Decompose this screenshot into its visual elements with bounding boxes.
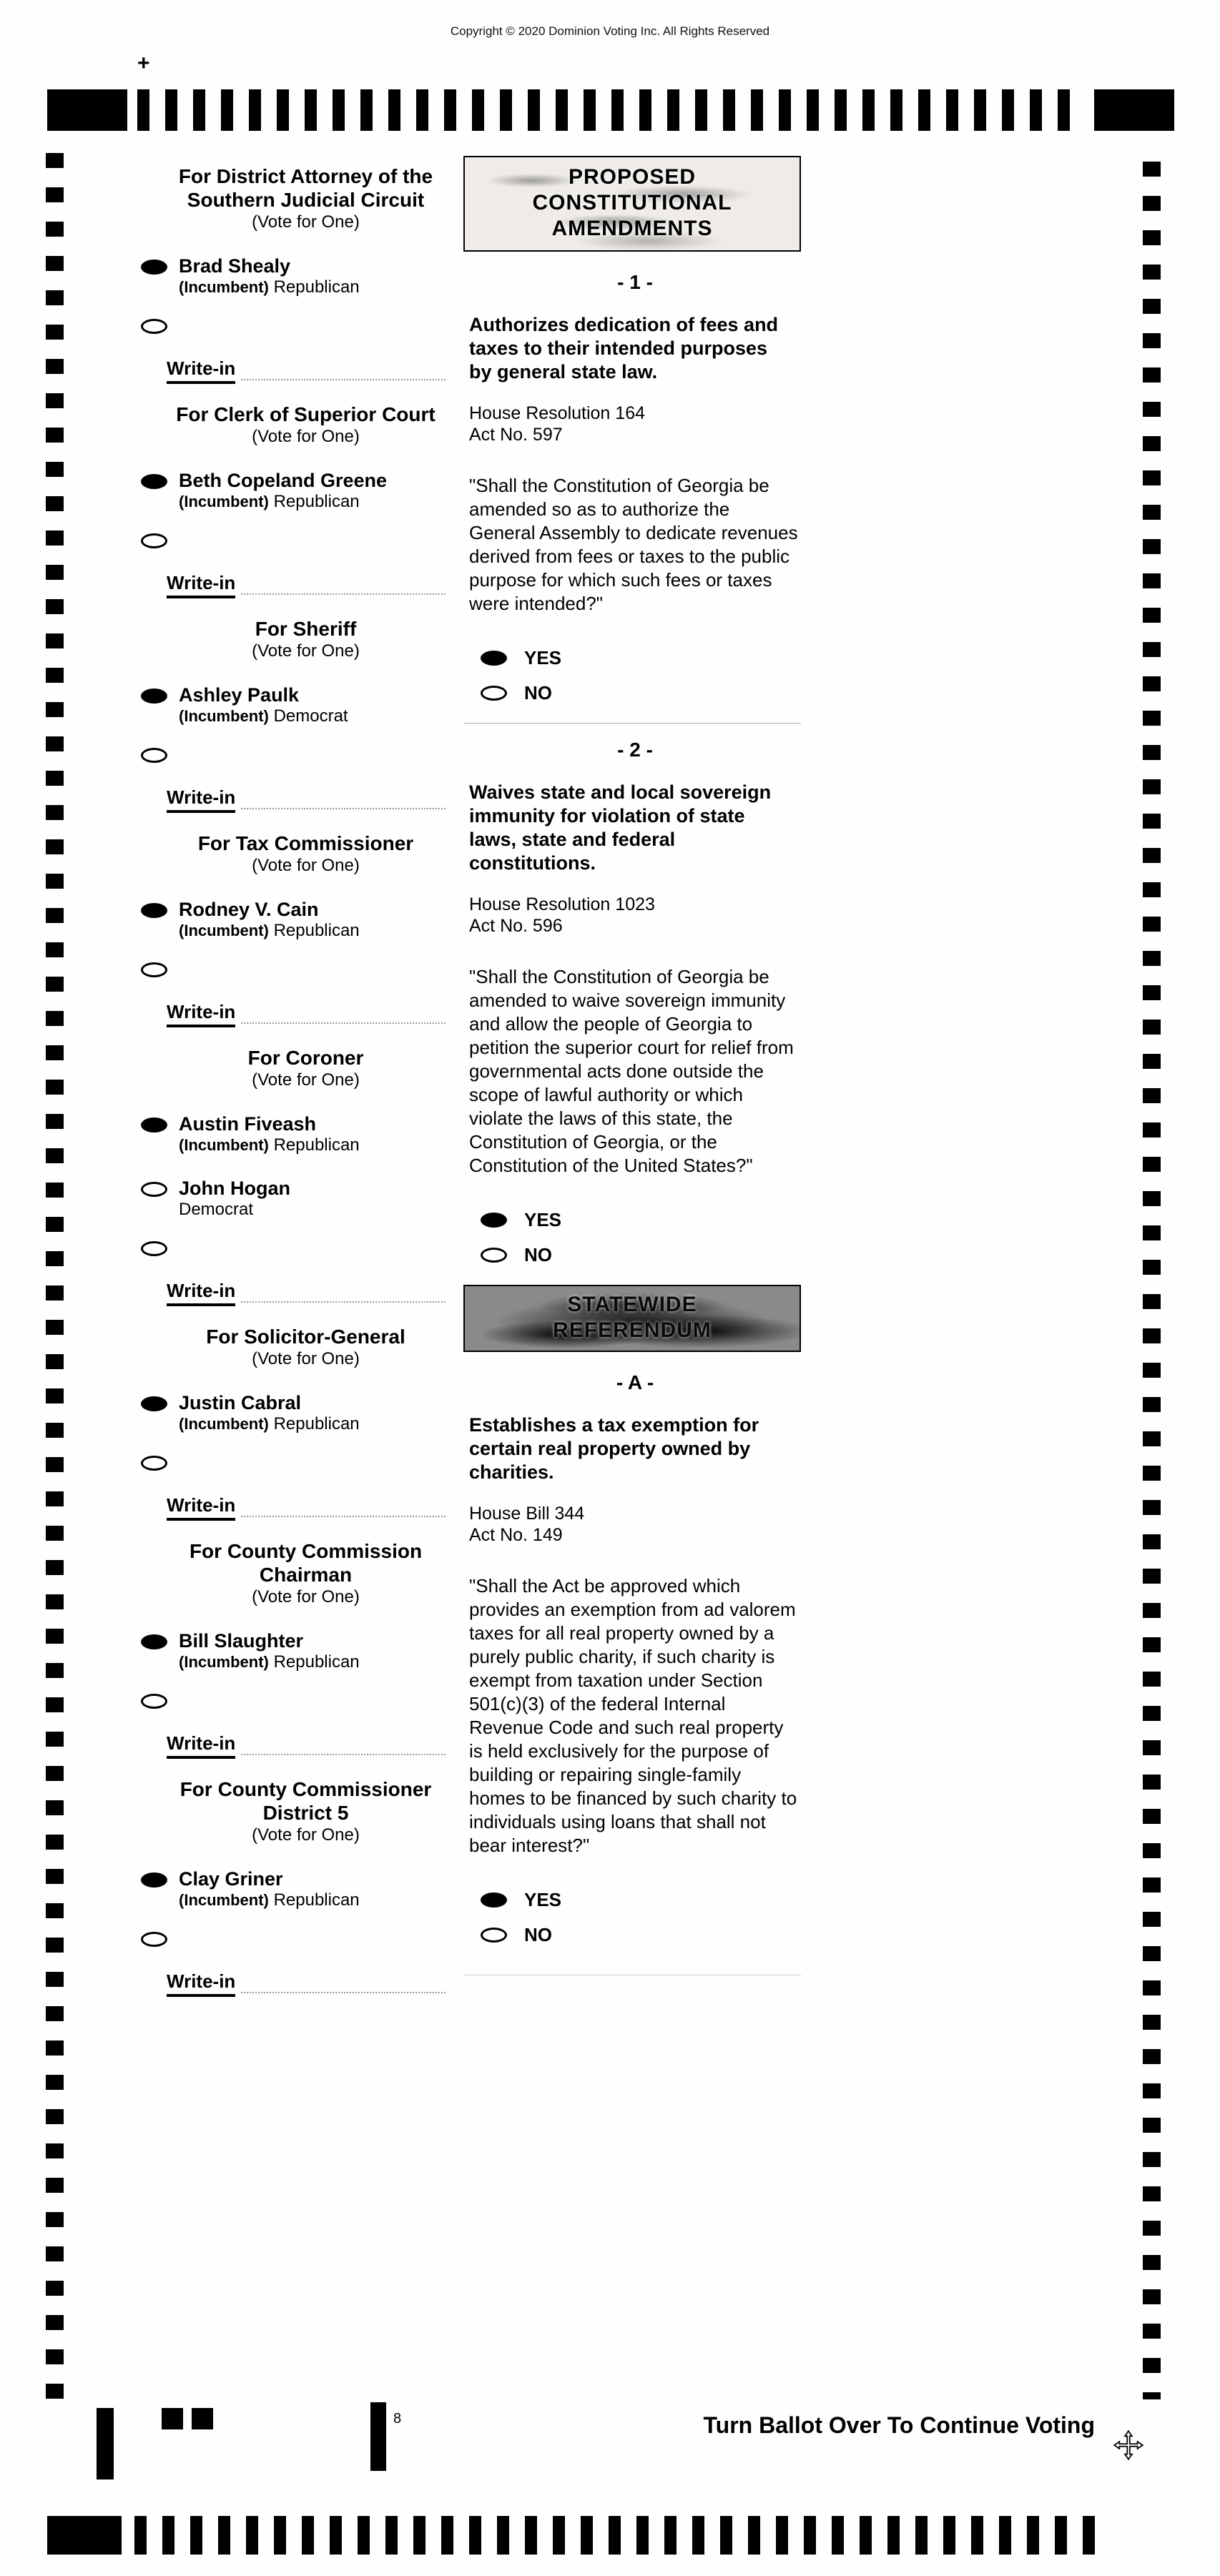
party-label: Republican [273, 921, 360, 940]
write-in-oval-row [141, 748, 486, 766]
write-in-oval-row [141, 1694, 486, 1712]
candidate-detail [179, 1200, 290, 1220]
amendments-header-line2: CONSTITUTIONAL [532, 191, 732, 214]
candidate-info [179, 1629, 360, 1672]
vote-oval-empty[interactable] [141, 1932, 167, 1947]
candidate-name: Brad Shealy [179, 255, 291, 277]
party-label: Republican [273, 277, 360, 297]
measure-references [469, 403, 801, 445]
candidate-detail [179, 921, 360, 941]
party-label: Democrat [179, 1200, 254, 1219]
timing-marks-bottom [47, 2516, 1097, 2555]
vote-oval-filled[interactable] [141, 689, 167, 704]
candidate-detail [179, 1135, 360, 1155]
party-label: Democrat [273, 706, 348, 726]
measure-referendum-a [463, 1371, 801, 1975]
candidate-name: Rodney V. Cain [179, 899, 319, 920]
candidate-info [179, 684, 348, 726]
vote-oval-filled[interactable] [141, 1634, 167, 1649]
turn-ballot-over-instruction: Turn Ballot Over To Continue Voting [703, 2412, 1095, 2438]
vote-oval-empty[interactable] [141, 1456, 167, 1471]
measure-number: - 1 - [617, 271, 653, 293]
candidate-name: Bill Slaughter [179, 1630, 304, 1652]
candidate-detail [179, 277, 360, 297]
party-label: Republican [273, 1652, 360, 1672]
measure-ref-2: Act No. 596 [469, 916, 563, 936]
candidate-name: Justin Cabral [179, 1392, 302, 1413]
yes-row [481, 1889, 801, 1911]
candidate-info [179, 1177, 290, 1220]
contest-sheriff [125, 617, 486, 813]
incumbent-label: (Incumbent) [179, 493, 269, 510]
write-in-oval-row [141, 319, 486, 337]
contest-title: For Sheriff [255, 618, 357, 640]
candidate-info [179, 255, 360, 297]
write-in-row[interactable] [167, 1001, 446, 1027]
amendments-header-line3: AMENDMENTS [551, 217, 713, 240]
no-oval-empty[interactable] [481, 1928, 507, 1943]
no-oval-empty[interactable] [481, 1248, 507, 1263]
vote-oval-empty[interactable] [141, 319, 167, 334]
contests-column [125, 164, 486, 2015]
vote-oval-filled[interactable] [141, 474, 167, 489]
yes-label: YES [524, 1889, 562, 1910]
vote-oval-filled[interactable] [141, 903, 167, 918]
candidate-name: Beth Copeland Greene [179, 470, 388, 491]
write-in-row[interactable] [167, 357, 446, 384]
contest-clerk-superior-court [125, 403, 486, 598]
candidate-info [179, 1867, 360, 1910]
incumbent-label: (Incumbent) [179, 1891, 269, 1909]
vote-oval-empty[interactable] [141, 962, 167, 977]
no-row [481, 1924, 801, 1946]
no-oval-empty[interactable] [481, 686, 507, 701]
write-in-line[interactable] [241, 1516, 446, 1517]
vote-oval-filled[interactable] [141, 260, 167, 275]
measure-ref-2: Act No. 597 [469, 425, 563, 445]
contest-tax-commissioner [125, 831, 486, 1027]
write-in-label: Write-in [167, 786, 235, 813]
candidate-info [179, 1112, 360, 1155]
referendum-header-line1: STATEWIDE [567, 1293, 697, 1316]
contest-title: For Clerk of Superior Court [176, 403, 436, 425]
contest-county-commissioner-district-5 [125, 1777, 486, 1997]
measures-column [463, 156, 801, 1975]
write-in-line[interactable] [241, 1754, 446, 1755]
write-in-line[interactable] [241, 808, 446, 809]
yes-oval-filled[interactable] [481, 1892, 507, 1908]
yes-row [481, 1209, 801, 1231]
measure-number: - 2 - [617, 739, 653, 761]
contest-solicitor-general [125, 1325, 486, 1521]
contest-title: For County Commissioner [179, 1778, 432, 1800]
vote-oval-filled[interactable] [141, 1396, 167, 1411]
contest-title-line2: Chairman [259, 1564, 353, 1586]
vote-for-instruction: (Vote for One) [252, 1587, 360, 1607]
candidate-name: Austin Fiveash [179, 1113, 317, 1135]
no-row [481, 682, 801, 704]
measure-ref-2: Act No. 149 [469, 1525, 563, 1545]
measure-ref-1: House Bill 344 [469, 1504, 585, 1524]
contest-coroner [125, 1046, 486, 1306]
candidate-row [141, 1391, 486, 1434]
write-in-row[interactable] [167, 1494, 446, 1521]
write-in-line[interactable] [241, 1022, 446, 1024]
page-number: 8 [393, 2411, 402, 2427]
vote-for-instruction: (Vote for One) [252, 856, 360, 875]
timing-marks-top [47, 89, 1174, 131]
measure-summary: Establishes a tax exemption for certain real property owned by charities. [469, 1414, 759, 1483]
vote-for-instruction: (Vote for One) [252, 1349, 360, 1368]
contest-county-commission-chairman [125, 1539, 486, 1759]
incumbent-label: (Incumbent) [179, 1415, 269, 1433]
registration-plus-mark: + [137, 51, 150, 75]
measure-ref-1: House Resolution 164 [469, 403, 645, 423]
timing-corner-block-left [47, 2516, 122, 2555]
measure-amendment-2 [463, 723, 801, 1266]
vote-oval-empty[interactable] [141, 748, 167, 763]
copyright-line: Copyright © 2020 Dominion Voting Inc. All Rights Reserved [450, 24, 770, 38]
no-row [481, 1244, 801, 1266]
no-label: NO [524, 1244, 552, 1265]
write-in-label: Write-in [167, 357, 235, 384]
candidate-row [141, 684, 486, 726]
amendments-header-line1: PROPOSED [568, 165, 697, 189]
candidate-detail [179, 1890, 360, 1910]
candidate-row [141, 255, 486, 297]
vote-oval-filled[interactable] [141, 1872, 167, 1887]
candidate-detail [179, 1652, 360, 1672]
write-in-label: Write-in [167, 1970, 235, 1997]
candidate-row [141, 1112, 486, 1155]
measure-ref-1: House Resolution 1023 [469, 894, 655, 914]
no-label: NO [524, 682, 552, 704]
write-in-row[interactable] [167, 572, 446, 598]
write-in-row[interactable] [167, 1732, 446, 1759]
party-label: Republican [273, 1135, 360, 1155]
write-in-line[interactable] [241, 1992, 446, 1993]
measure-amendment-1 [463, 270, 801, 704]
vote-oval-empty[interactable] [141, 1241, 167, 1256]
candidate-name: John Hogan [179, 1178, 290, 1199]
timing-bars-bottom [134, 2516, 1097, 2555]
contest-title: For District Attorney of the [178, 165, 433, 187]
write-in-label: Write-in [167, 1732, 235, 1759]
referendum-header-line2: REFERENDUM [553, 1318, 712, 1342]
measure-question: "Shall the Constitution of Georgia be amended to waive sovereign immunity and allow the people of Georgia to petition the superior court for relief from governmental acts done outside the scope of lawful authority or which violate the laws of this state, the Constitution of Georgia, or the Constitution of the United States?" [469, 966, 794, 1176]
write-in-oval-row [141, 1456, 486, 1474]
no-label: NO [524, 1924, 552, 1945]
write-in-oval-row [141, 533, 486, 552]
candidate-row [141, 1867, 486, 1910]
candidate-row [141, 1177, 486, 1220]
contest-title: For Coroner [247, 1047, 364, 1069]
write-in-line[interactable] [241, 593, 446, 595]
contest-district-attorney [125, 164, 486, 384]
vote-for-instruction: (Vote for One) [252, 641, 360, 661]
contest-title-line2: Southern Judicial Circuit [187, 189, 425, 211]
referendum-header-box [463, 1285, 801, 1352]
incumbent-label: (Incumbent) [179, 1653, 269, 1671]
candidate-name: Ashley Paulk [179, 684, 300, 706]
measure-question: "Shall the Act be approved which provides an exemption from ad valorem taxes for all real property owned by a purely public charity, if such charity is exempt from taxation under Section 501(c)(3) of the federal Internal Revenue Code and such real property is held exclusively for the purpose of building or repairing single-family homes to be financed by such charity to individuals using loans that shall not bear interest?" [469, 1575, 797, 1856]
move-cursor-icon [1113, 2429, 1144, 2461]
write-in-oval-row [141, 1241, 486, 1260]
timing-corner-block-left [47, 89, 127, 131]
incumbent-label: (Incumbent) [179, 278, 269, 296]
measure-question: "Shall the Constitution of Georgia be amended so as to authorize the General Assembly to dedicate revenues derived from fees or taxes to the public purpose for which such fees or taxes were intended?" [469, 475, 798, 614]
timing-marks-left-column [46, 153, 64, 2412]
candidate-row [141, 1629, 486, 1672]
candidate-detail [179, 492, 387, 512]
write-in-row[interactable] [167, 1280, 446, 1306]
contest-title: For Tax Commissioner [197, 832, 414, 854]
vote-for-instruction: (Vote for One) [252, 212, 360, 232]
timing-bars-top [137, 89, 1084, 131]
vote-for-instruction: (Vote for One) [252, 1070, 360, 1090]
write-in-label: Write-in [167, 572, 235, 598]
yes-oval-filled[interactable] [481, 1213, 507, 1228]
candidate-info [179, 898, 360, 941]
write-in-line[interactable] [241, 379, 446, 380]
candidate-row [141, 469, 486, 512]
vote-for-instruction: (Vote for One) [252, 427, 360, 446]
measure-number: - A - [616, 1371, 654, 1393]
write-in-line[interactable] [241, 1301, 446, 1303]
party-label: Republican [273, 492, 360, 511]
write-in-row[interactable] [167, 1970, 446, 1997]
candidate-detail [179, 706, 348, 726]
incumbent-label: (Incumbent) [179, 707, 269, 725]
write-in-oval-row [141, 962, 486, 981]
yes-label: YES [524, 1209, 562, 1230]
measure-references [469, 894, 801, 937]
write-in-oval-row [141, 1932, 486, 1950]
yes-label: YES [524, 647, 562, 668]
incumbent-label: (Incumbent) [179, 1136, 269, 1154]
incumbent-label: (Incumbent) [179, 922, 269, 939]
party-label: Republican [273, 1890, 360, 1910]
write-in-row[interactable] [167, 786, 446, 813]
contest-title: For Solicitor-General [206, 1326, 405, 1348]
vote-oval-empty[interactable] [141, 1694, 167, 1709]
amendments-header-box [463, 156, 801, 252]
candidate-info [179, 469, 387, 512]
vote-for-instruction: (Vote for One) [252, 1825, 360, 1845]
contest-title-line2: District 5 [262, 1802, 349, 1824]
vote-oval-empty[interactable] [141, 533, 167, 548]
measure-summary: Authorizes dedication of fees and taxes to their intended purposes by general state law. [469, 314, 779, 383]
vote-oval-filled[interactable] [141, 1117, 167, 1132]
timing-marks-right-column [1143, 162, 1161, 2399]
party-label: Republican [273, 1414, 360, 1433]
timing-corner-block-right [1094, 89, 1174, 131]
candidate-name: Clay Griner [179, 1868, 283, 1890]
measure-references [469, 1503, 801, 1546]
yes-oval-filled[interactable] [481, 651, 507, 666]
yes-row [481, 647, 801, 669]
write-in-label: Write-in [167, 1001, 235, 1027]
measure-summary: Waives state and local sovereign immunity for violation of state laws, state and federal constitutions. [469, 781, 772, 874]
contest-title: For County Commission [189, 1540, 423, 1562]
candidate-row [141, 898, 486, 941]
candidate-detail [179, 1414, 360, 1434]
candidate-info [179, 1391, 360, 1434]
write-in-label: Write-in [167, 1494, 235, 1521]
write-in-label: Write-in [167, 1280, 235, 1306]
vote-oval-empty[interactable] [141, 1182, 167, 1197]
